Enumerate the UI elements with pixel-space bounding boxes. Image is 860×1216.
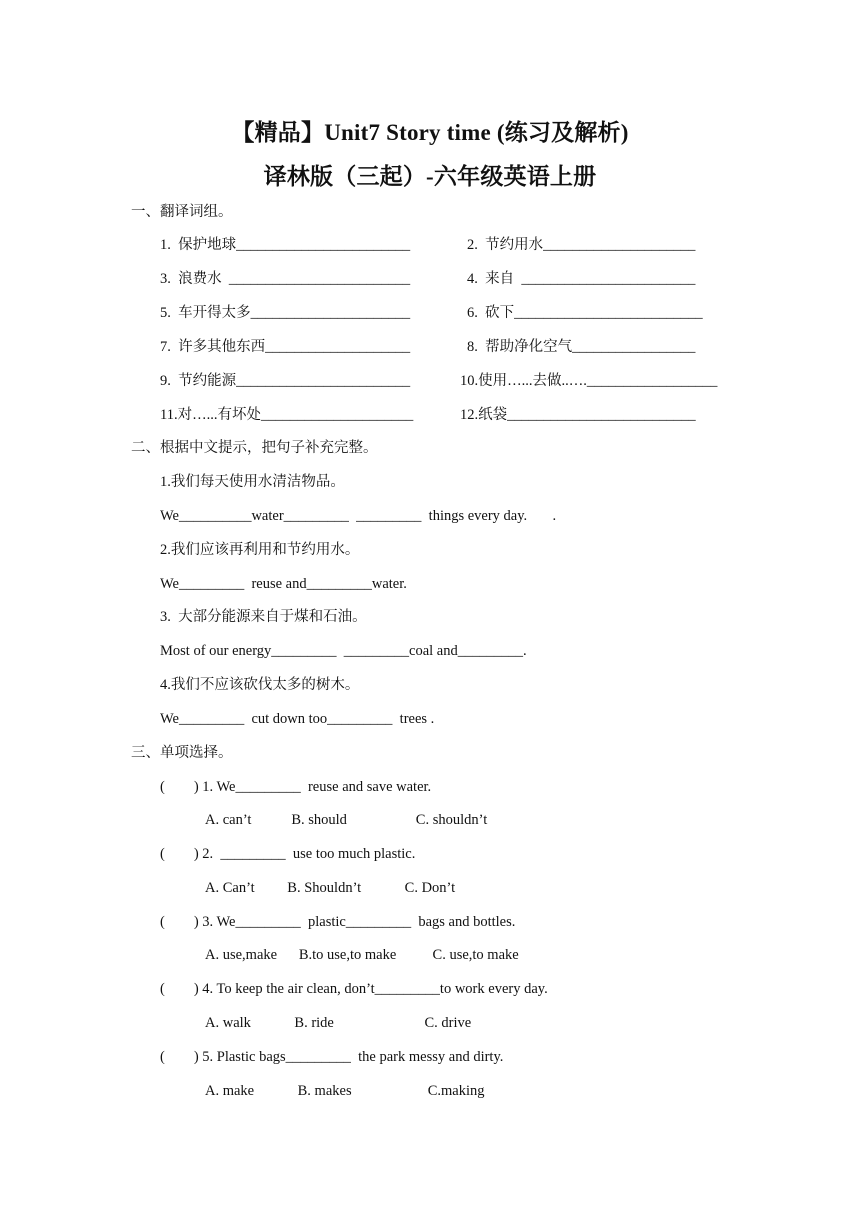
mc-options: A. make B. makes C.making <box>205 1083 485 1099</box>
phrase-item: 8. 帮助净化空气_________________ <box>467 339 696 355</box>
sentence-blank: Most of our energy_________ _________coal and_________. <box>160 643 527 659</box>
phrase-item: 12.纸袋__________________________ <box>460 407 696 423</box>
phrase-item: 10.使用…...去做..….__________________ <box>460 373 718 389</box>
section1-heading: 一、翻译词组。 <box>131 204 233 220</box>
phrase-item: 3. 浪费水 _________________________ <box>160 271 411 287</box>
phrase-item: 4. 来自 ________________________ <box>467 271 696 287</box>
phrase-item: 9. 节约能源________________________ <box>160 373 411 389</box>
document-subtitle: 译林版（三起）-六年级英语上册 <box>263 164 597 189</box>
document-title: 【精品】Unit7 Story time (练习及解析) <box>231 120 629 145</box>
phrase-item: 1. 保护地球________________________ <box>160 237 411 253</box>
sentence-blank: We_________ reuse and_________water. <box>160 576 407 592</box>
phrase-item: 6. 砍下__________________________ <box>467 305 703 321</box>
mc-question: ( ) 2. _________ use too much plastic. <box>160 846 416 862</box>
sentence-prompt: 2.我们应该再利用和节约用水。 <box>160 542 360 558</box>
mc-question: ( ) 3. We_________ plastic_________ bags and bottles. <box>160 914 516 930</box>
mc-question: ( ) 1. We_________ reuse and save water. <box>160 779 432 795</box>
mc-options: A. use,make B.to use,to make C. use,to make <box>205 947 519 963</box>
mc-options: A. can’t B. should C. shouldn’t <box>205 812 488 828</box>
mc-question: ( ) 4. To keep the air clean, don’t_________to work every day. <box>160 981 548 997</box>
phrase-item: 2. 节约用水_____________________ <box>467 237 696 253</box>
sentence-prompt: 3. 大部分能源来自于煤和石油。 <box>160 609 367 625</box>
mc-options: A. Can’t B. Shouldn’t C. Don’t <box>205 880 456 896</box>
phrase-item: 7. 许多其他东西____________________ <box>160 339 411 355</box>
mc-question: ( ) 5. Plastic bags_________ the park messy and dirty. <box>160 1049 504 1065</box>
phrase-item: 11.对…...有坏处_____________________ <box>160 407 414 423</box>
section2-heading: 二、根据中文提示，把句子补充完整。 <box>131 440 378 456</box>
sentence-prompt: 1.我们每天使用水清洁物品。 <box>160 474 345 490</box>
section3-heading: 三、单项选择。 <box>131 745 233 761</box>
sentence-prompt: 4.我们不应该砍伐太多的树木。 <box>160 677 360 693</box>
phrase-item: 5. 车开得太多______________________ <box>160 305 411 321</box>
mc-options: A. walk B. ride C. drive <box>205 1015 472 1031</box>
sentence-blank: We_________ cut down too_________ trees . <box>160 711 435 727</box>
sentence-blank: We__________water_________ _________ things every day. . <box>160 508 557 524</box>
